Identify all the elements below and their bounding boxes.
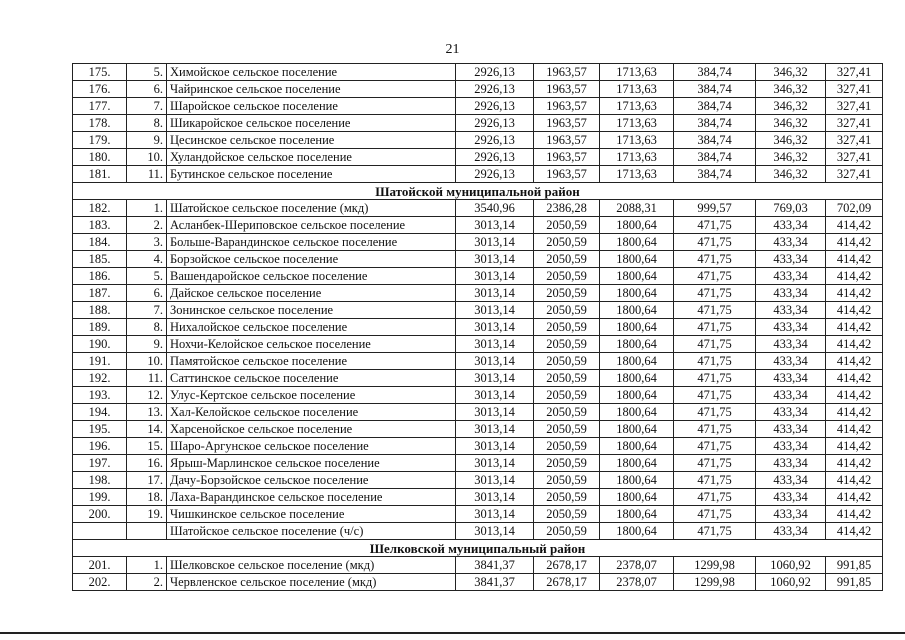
- table-row: [73, 149, 883, 166]
- value-cell: 471,75: [674, 421, 756, 438]
- row-number: 193.: [73, 387, 127, 404]
- value-cell: 414,42: [826, 319, 883, 336]
- row-number: 179.: [73, 132, 127, 149]
- row-sub-number: 9.: [127, 336, 167, 353]
- value-cell: 2088,31: [600, 200, 674, 217]
- table-row: [73, 200, 883, 217]
- row-number: 182.: [73, 200, 127, 217]
- row-number: 186.: [73, 268, 127, 285]
- row-number: 178.: [73, 115, 127, 132]
- row-number: [73, 523, 127, 540]
- row-sub-number: 18.: [127, 489, 167, 506]
- settlement-name: Памятойское сельское поселение: [167, 353, 456, 370]
- table-row: [73, 302, 883, 319]
- value-cell: 327,41: [826, 115, 883, 132]
- value-cell: 471,75: [674, 336, 756, 353]
- row-number: 177.: [73, 98, 127, 115]
- value-cell: 1800,64: [600, 234, 674, 251]
- value-cell: 2050,59: [534, 336, 600, 353]
- value-cell: 384,74: [674, 81, 756, 98]
- value-cell: 2926,13: [456, 149, 534, 166]
- settlement-name: Саттинское сельское поселение: [167, 370, 456, 387]
- value-cell: 471,75: [674, 438, 756, 455]
- value-cell: 414,42: [826, 251, 883, 268]
- table-row: [73, 404, 883, 421]
- value-cell: 2050,59: [534, 421, 600, 438]
- value-cell: 1713,63: [600, 132, 674, 149]
- value-cell: 1963,57: [534, 81, 600, 98]
- value-cell: 471,75: [674, 353, 756, 370]
- row-sub-number: 3.: [127, 234, 167, 251]
- value-cell: 384,74: [674, 166, 756, 183]
- page-number: 21: [445, 42, 460, 57]
- value-cell: 1713,63: [600, 115, 674, 132]
- settlement-name: Ярыш-Марлинское сельское поселение: [167, 455, 456, 472]
- value-cell: 1963,57: [534, 166, 600, 183]
- settlement-name: Зонинское сельское поселение: [167, 302, 456, 319]
- value-cell: 471,75: [674, 472, 756, 489]
- row-sub-number: 2.: [127, 574, 167, 591]
- settlement-name: Улус-Кертское сельское поселение: [167, 387, 456, 404]
- value-cell: 414,42: [826, 370, 883, 387]
- value-cell: 702,09: [826, 200, 883, 217]
- value-cell: 433,34: [756, 302, 826, 319]
- value-cell: 471,75: [674, 234, 756, 251]
- table-row: [73, 132, 883, 149]
- value-cell: 3013,14: [456, 302, 534, 319]
- value-cell: 1800,64: [600, 506, 674, 523]
- value-cell: 3013,14: [456, 336, 534, 353]
- value-cell: 471,75: [674, 523, 756, 540]
- value-cell: 471,75: [674, 404, 756, 421]
- row-sub-number: 15.: [127, 438, 167, 455]
- value-cell: 1800,64: [600, 285, 674, 302]
- value-cell: 384,74: [674, 132, 756, 149]
- value-cell: 1963,57: [534, 132, 600, 149]
- row-number: 194.: [73, 404, 127, 421]
- row-number: 195.: [73, 421, 127, 438]
- value-cell: 414,42: [826, 336, 883, 353]
- value-cell: 3013,14: [456, 438, 534, 455]
- settlement-name: Шелковское сельское поселение (мкд): [167, 557, 456, 574]
- value-cell: 433,34: [756, 285, 826, 302]
- value-cell: 414,42: [826, 234, 883, 251]
- row-sub-number: 5.: [127, 268, 167, 285]
- value-cell: 3841,37: [456, 557, 534, 574]
- row-sub-number: 14.: [127, 421, 167, 438]
- row-number: 181.: [73, 166, 127, 183]
- value-cell: 1299,98: [674, 574, 756, 591]
- value-cell: 3013,14: [456, 268, 534, 285]
- value-cell: 414,42: [826, 217, 883, 234]
- value-cell: 999,57: [674, 200, 756, 217]
- table-row: [73, 285, 883, 302]
- value-cell: 2050,59: [534, 438, 600, 455]
- value-cell: 414,42: [826, 404, 883, 421]
- value-cell: 433,34: [756, 455, 826, 472]
- row-sub-number: 10.: [127, 353, 167, 370]
- row-sub-number: 8.: [127, 115, 167, 132]
- value-cell: 2678,17: [534, 557, 600, 574]
- value-cell: 346,32: [756, 149, 826, 166]
- row-number: 187.: [73, 285, 127, 302]
- row-number: 176.: [73, 81, 127, 98]
- value-cell: 433,34: [756, 370, 826, 387]
- row-sub-number: 1.: [127, 200, 167, 217]
- value-cell: 471,75: [674, 370, 756, 387]
- row-sub-number: [127, 523, 167, 540]
- value-cell: 3841,37: [456, 574, 534, 591]
- row-sub-number: 16.: [127, 455, 167, 472]
- row-number: 175.: [73, 64, 127, 81]
- value-cell: 2050,59: [534, 523, 600, 540]
- value-cell: 433,34: [756, 472, 826, 489]
- section-header-row: [73, 540, 883, 557]
- value-cell: 3013,14: [456, 421, 534, 438]
- value-cell: 414,42: [826, 455, 883, 472]
- row-number: 199.: [73, 489, 127, 506]
- value-cell: 1800,64: [600, 421, 674, 438]
- row-sub-number: 12.: [127, 387, 167, 404]
- section-header-row: [73, 183, 883, 200]
- settlement-name: Химойское сельское поселение: [167, 64, 456, 81]
- settlement-name: Шаройское сельское поселение: [167, 98, 456, 115]
- value-cell: 414,42: [826, 285, 883, 302]
- row-number: 196.: [73, 438, 127, 455]
- table-row: [73, 217, 883, 234]
- settlement-name: Вашендаройское сельское поселение: [167, 268, 456, 285]
- value-cell: 346,32: [756, 166, 826, 183]
- value-cell: 433,34: [756, 234, 826, 251]
- value-cell: 2378,07: [600, 557, 674, 574]
- settlement-name: Шатойское сельское поселение (мкд): [167, 200, 456, 217]
- row-number: 190.: [73, 336, 127, 353]
- value-cell: 414,42: [826, 353, 883, 370]
- settlement-name: Червленское сельское поселение (мкд): [167, 574, 456, 591]
- value-cell: 3013,14: [456, 472, 534, 489]
- value-cell: 414,42: [826, 387, 883, 404]
- row-sub-number: 17.: [127, 472, 167, 489]
- row-sub-number: 8.: [127, 319, 167, 336]
- value-cell: 1800,64: [600, 472, 674, 489]
- value-cell: 1800,64: [600, 217, 674, 234]
- value-cell: 327,41: [826, 81, 883, 98]
- value-cell: 471,75: [674, 285, 756, 302]
- row-sub-number: 6.: [127, 81, 167, 98]
- value-cell: 414,42: [826, 268, 883, 285]
- table-row: [73, 472, 883, 489]
- value-cell: 1800,64: [600, 251, 674, 268]
- value-cell: 327,41: [826, 166, 883, 183]
- value-cell: 433,34: [756, 387, 826, 404]
- table-row: [73, 557, 883, 574]
- value-cell: 1963,57: [534, 98, 600, 115]
- value-cell: 433,34: [756, 336, 826, 353]
- value-cell: 3013,14: [456, 506, 534, 523]
- value-cell: 1800,64: [600, 370, 674, 387]
- value-cell: 346,32: [756, 115, 826, 132]
- table-row: [73, 353, 883, 370]
- row-number: 200.: [73, 506, 127, 523]
- value-cell: 433,34: [756, 319, 826, 336]
- value-cell: 2050,59: [534, 285, 600, 302]
- value-cell: 3013,14: [456, 234, 534, 251]
- row-number: 201.: [73, 557, 127, 574]
- row-sub-number: 11.: [127, 370, 167, 387]
- value-cell: 414,42: [826, 421, 883, 438]
- table-row: [73, 166, 883, 183]
- value-cell: 1800,64: [600, 302, 674, 319]
- value-cell: 433,34: [756, 353, 826, 370]
- settlement-name: Асланбек-Шериповское сельское поселение: [167, 217, 456, 234]
- value-cell: 414,42: [826, 438, 883, 455]
- value-cell: 3013,14: [456, 404, 534, 421]
- table-row: [73, 319, 883, 336]
- row-sub-number: 7.: [127, 302, 167, 319]
- settlement-name: Борзойское сельское поселение: [167, 251, 456, 268]
- value-cell: 991,85: [826, 574, 883, 591]
- value-cell: 471,75: [674, 217, 756, 234]
- section-title: Шатойской муниципальной район: [73, 183, 883, 200]
- table-row: [73, 64, 883, 81]
- value-cell: 3013,14: [456, 251, 534, 268]
- row-number: 192.: [73, 370, 127, 387]
- row-number: 184.: [73, 234, 127, 251]
- value-cell: 2050,59: [534, 353, 600, 370]
- value-cell: 1800,64: [600, 489, 674, 506]
- value-cell: 1060,92: [756, 574, 826, 591]
- value-cell: 1713,63: [600, 64, 674, 81]
- row-sub-number: 13.: [127, 404, 167, 421]
- table-row: [73, 115, 883, 132]
- value-cell: 433,34: [756, 251, 826, 268]
- value-cell: 2386,28: [534, 200, 600, 217]
- value-cell: 471,75: [674, 506, 756, 523]
- settlement-name: Нихалойское сельское поселение: [167, 319, 456, 336]
- row-sub-number: 4.: [127, 251, 167, 268]
- value-cell: 471,75: [674, 319, 756, 336]
- row-sub-number: 9.: [127, 132, 167, 149]
- value-cell: 1800,64: [600, 404, 674, 421]
- table-body: [73, 64, 883, 591]
- value-cell: 2926,13: [456, 64, 534, 81]
- value-cell: 3013,14: [456, 285, 534, 302]
- value-cell: 2050,59: [534, 217, 600, 234]
- settlement-name: Больше-Варандинское сельское поселение: [167, 234, 456, 251]
- value-cell: 2926,13: [456, 166, 534, 183]
- value-cell: 414,42: [826, 489, 883, 506]
- value-cell: 384,74: [674, 64, 756, 81]
- value-cell: 1060,92: [756, 557, 826, 574]
- value-cell: 433,34: [756, 217, 826, 234]
- table-row: [73, 370, 883, 387]
- row-number: 197.: [73, 455, 127, 472]
- value-cell: 2050,59: [534, 455, 600, 472]
- row-number: 191.: [73, 353, 127, 370]
- value-cell: 1713,63: [600, 149, 674, 166]
- value-cell: 3013,14: [456, 455, 534, 472]
- table-row: [73, 336, 883, 353]
- row-sub-number: 5.: [127, 64, 167, 81]
- value-cell: 433,34: [756, 438, 826, 455]
- table-row: [73, 387, 883, 404]
- row-sub-number: 19.: [127, 506, 167, 523]
- value-cell: 414,42: [826, 523, 883, 540]
- value-cell: 1963,57: [534, 115, 600, 132]
- tariff-table: [72, 63, 883, 591]
- value-cell: 1800,64: [600, 353, 674, 370]
- value-cell: 2926,13: [456, 115, 534, 132]
- value-cell: 2926,13: [456, 98, 534, 115]
- value-cell: 346,32: [756, 98, 826, 115]
- value-cell: 2050,59: [534, 370, 600, 387]
- settlement-name: Харсенойское сельское поселение: [167, 421, 456, 438]
- value-cell: 1800,64: [600, 268, 674, 285]
- value-cell: 1800,64: [600, 387, 674, 404]
- value-cell: 3013,14: [456, 319, 534, 336]
- settlement-name: Чайринское сельское поселение: [167, 81, 456, 98]
- value-cell: 991,85: [826, 557, 883, 574]
- value-cell: 433,34: [756, 268, 826, 285]
- value-cell: 2050,59: [534, 506, 600, 523]
- value-cell: 3013,14: [456, 523, 534, 540]
- value-cell: 1713,63: [600, 98, 674, 115]
- value-cell: 471,75: [674, 302, 756, 319]
- settlement-name: Дайское сельское поселение: [167, 285, 456, 302]
- value-cell: 327,41: [826, 98, 883, 115]
- value-cell: 327,41: [826, 149, 883, 166]
- value-cell: 3013,14: [456, 489, 534, 506]
- value-cell: 3013,14: [456, 353, 534, 370]
- value-cell: 471,75: [674, 387, 756, 404]
- value-cell: 433,34: [756, 489, 826, 506]
- value-cell: 1713,63: [600, 81, 674, 98]
- settlement-name: Цесинское сельское поселение: [167, 132, 456, 149]
- settlement-name: Хал-Келойское сельское поселение: [167, 404, 456, 421]
- row-sub-number: 7.: [127, 98, 167, 115]
- value-cell: 384,74: [674, 98, 756, 115]
- value-cell: 1963,57: [534, 149, 600, 166]
- value-cell: 471,75: [674, 268, 756, 285]
- value-cell: 1800,64: [600, 455, 674, 472]
- table-row: [73, 421, 883, 438]
- settlement-name: Дачу-Борзойское сельское поселение: [167, 472, 456, 489]
- table-row: [73, 98, 883, 115]
- settlement-name: Бутинское сельское поселение: [167, 166, 456, 183]
- table-row: [73, 268, 883, 285]
- table-row: [73, 523, 883, 540]
- value-cell: 2678,17: [534, 574, 600, 591]
- table-row: [73, 81, 883, 98]
- value-cell: 471,75: [674, 489, 756, 506]
- value-cell: 471,75: [674, 251, 756, 268]
- value-cell: 2050,59: [534, 234, 600, 251]
- value-cell: 471,75: [674, 455, 756, 472]
- row-sub-number: 1.: [127, 557, 167, 574]
- value-cell: 3013,14: [456, 370, 534, 387]
- value-cell: 1299,98: [674, 557, 756, 574]
- value-cell: 346,32: [756, 132, 826, 149]
- value-cell: 1800,64: [600, 523, 674, 540]
- value-cell: 433,34: [756, 523, 826, 540]
- section-title: Шелковской муниципальный район: [73, 540, 883, 557]
- value-cell: 414,42: [826, 302, 883, 319]
- settlement-name: Шатойское сельское поселение (ч/с): [167, 523, 456, 540]
- value-cell: 414,42: [826, 472, 883, 489]
- value-cell: 1800,64: [600, 336, 674, 353]
- value-cell: 1800,64: [600, 319, 674, 336]
- row-number: 202.: [73, 574, 127, 591]
- row-sub-number: 2.: [127, 217, 167, 234]
- settlement-name: Хуландойское сельское поселение: [167, 149, 456, 166]
- value-cell: 2050,59: [534, 319, 600, 336]
- value-cell: 327,41: [826, 132, 883, 149]
- row-number: 180.: [73, 149, 127, 166]
- value-cell: 2050,59: [534, 302, 600, 319]
- value-cell: 433,34: [756, 506, 826, 523]
- table-row: [73, 455, 883, 472]
- value-cell: 384,74: [674, 149, 756, 166]
- value-cell: 346,32: [756, 81, 826, 98]
- table-row: [73, 251, 883, 268]
- settlement-name: Чишкинское сельское поселение: [167, 506, 456, 523]
- settlement-name: Лаха-Варандинское сельское поселение: [167, 489, 456, 506]
- value-cell: 2050,59: [534, 251, 600, 268]
- value-cell: 769,03: [756, 200, 826, 217]
- value-cell: 1800,64: [600, 438, 674, 455]
- row-number: 185.: [73, 251, 127, 268]
- value-cell: 2050,59: [534, 472, 600, 489]
- table-row: [73, 438, 883, 455]
- row-sub-number: 11.: [127, 166, 167, 183]
- row-number: 198.: [73, 472, 127, 489]
- value-cell: 2050,59: [534, 489, 600, 506]
- value-cell: 2378,07: [600, 574, 674, 591]
- settlement-name: Нохчи-Келойское сельское поселение: [167, 336, 456, 353]
- value-cell: 327,41: [826, 64, 883, 81]
- value-cell: 3013,14: [456, 217, 534, 234]
- row-number: 183.: [73, 217, 127, 234]
- value-cell: 2050,59: [534, 387, 600, 404]
- row-sub-number: 10.: [127, 149, 167, 166]
- table-row: [73, 506, 883, 523]
- row-number: 188.: [73, 302, 127, 319]
- value-cell: 2926,13: [456, 132, 534, 149]
- value-cell: 1713,63: [600, 166, 674, 183]
- row-number: 189.: [73, 319, 127, 336]
- value-cell: 3013,14: [456, 387, 534, 404]
- row-sub-number: 6.: [127, 285, 167, 302]
- value-cell: 2050,59: [534, 404, 600, 421]
- value-cell: 2926,13: [456, 81, 534, 98]
- value-cell: 1963,57: [534, 64, 600, 81]
- value-cell: 2050,59: [534, 268, 600, 285]
- value-cell: 414,42: [826, 506, 883, 523]
- settlement-name: Шаро-Аргунское сельское поселение: [167, 438, 456, 455]
- table-row: [73, 489, 883, 506]
- value-cell: 3540,96: [456, 200, 534, 217]
- settlement-name: Шикаройское сельское поселение: [167, 115, 456, 132]
- bottom-rule: [0, 632, 905, 634]
- value-cell: 346,32: [756, 64, 826, 81]
- table-row: [73, 574, 883, 591]
- value-cell: 384,74: [674, 115, 756, 132]
- value-cell: 433,34: [756, 421, 826, 438]
- table-row: [73, 234, 883, 251]
- value-cell: 433,34: [756, 404, 826, 421]
